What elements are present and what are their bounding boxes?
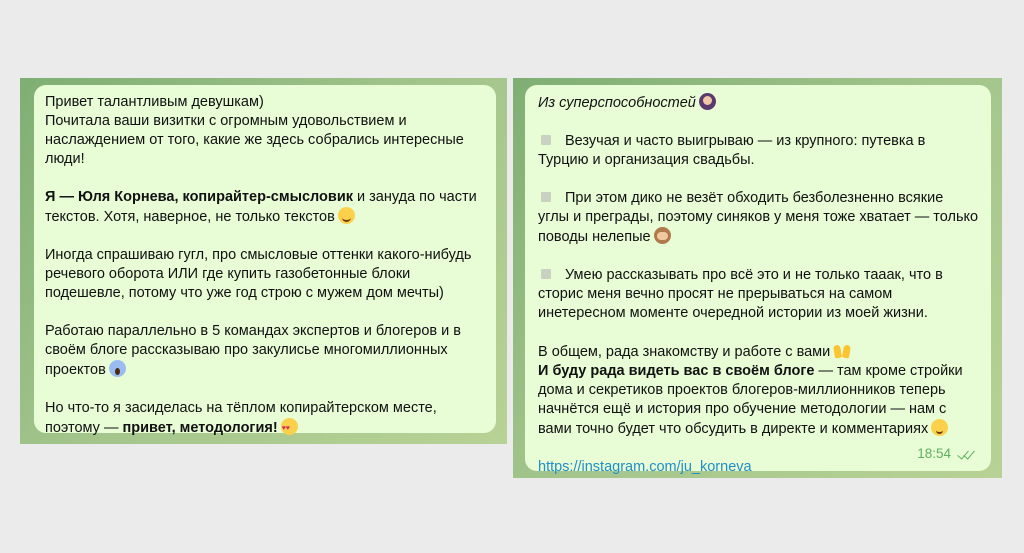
message-time: 18:54 <box>917 446 951 461</box>
list-item-lucky <box>538 132 979 170</box>
text-fragment: поэтому — <box>45 420 123 436</box>
text-line: Почитала ваши визитки с огромным удовольствием и <box>45 113 407 129</box>
text-fragment: — там кроме стройки <box>814 363 963 379</box>
message-meta <box>917 444 975 463</box>
paragraph-methodology <box>45 399 484 438</box>
text-line: вами точно будет что обсудить в директе и комментариях <box>538 421 929 437</box>
text-line: люди! <box>45 151 85 167</box>
italic-heading: Из суперспособностей <box>538 95 696 111</box>
text-line: дома и секретиков проектов блогеров-миллионников теперь <box>538 382 946 398</box>
text-line: сториc меня вечно просят не прерываться на самом <box>538 286 893 302</box>
text-line: Турцию и организация свадьбы. <box>538 152 755 168</box>
text-line: Умею рассказывать про всё это и не только тааак, что в <box>565 267 943 283</box>
list-item-stories <box>538 266 979 323</box>
text-line: текстов. Хотя, наверное, не только текстов <box>45 209 335 225</box>
chat-background-right <box>513 78 1002 478</box>
text-line: В общем, рада знакомству и работе с вами <box>538 344 831 360</box>
text-line: поводы нелепые <box>538 229 651 245</box>
text-line: Иногда спрашиваю гугл, про смысловые оттенки какого-нибудь <box>45 247 472 263</box>
paragraph-intro <box>45 188 484 227</box>
text-line: Привет талантливым девушкам) <box>45 94 264 110</box>
superhero-emoji-icon <box>699 93 716 110</box>
paragraph-closing <box>538 342 979 439</box>
smile-emoji-icon <box>338 207 355 224</box>
bullet-square-icon <box>541 135 551 145</box>
text-line: инетересном моменте очередной истории из моей жизни. <box>538 305 928 321</box>
text-line: Работаю параллельно в 5 командах экспертов и блогеров и в <box>45 323 461 339</box>
text-line: Везучая и часто выигрываю — из крупного: путевка в <box>565 133 926 149</box>
see-no-evil-monkey-emoji-icon <box>654 227 671 244</box>
bold-methodology: привет, методология! <box>122 420 278 436</box>
wink-emoji-icon <box>931 419 948 436</box>
heading-superpowers <box>538 93 979 113</box>
paragraph-work <box>45 322 484 380</box>
bullet-square-icon <box>541 192 551 202</box>
text-line: проектов <box>45 362 106 378</box>
scream-emoji-icon <box>109 360 126 377</box>
raised-hands-emoji-icon <box>833 342 852 359</box>
paragraph-greeting <box>45 93 484 169</box>
bold-name: Я — Юля Корнева, копирайтер-смысловик <box>45 189 353 205</box>
double-check-icon <box>957 448 975 460</box>
bold-blog-invite: И буду рада видеть вас в своём блоге <box>538 363 815 379</box>
text-line: Но что-то я засиделась на тёплом копирайтерском месте, <box>45 400 437 416</box>
chat-background-left <box>20 78 507 444</box>
text-line: наслаждением от того, какие же здесь собрались интересные <box>45 132 464 148</box>
instagram-link[interactable]: https://instagram.com/ju_korneva <box>538 459 752 475</box>
message-bubble-left[interactable] <box>34 85 496 436</box>
text-line: углы и преграды, поэтому синяков у меня тоже хватает — только <box>538 209 979 225</box>
heart-eyes-emoji-icon <box>281 418 298 435</box>
bullet-square-icon <box>541 269 551 279</box>
text-fragment: и зануда по части <box>352 189 477 205</box>
text-line: своём блоге рассказываю про закулисье многомиллионных <box>45 342 448 358</box>
link-row <box>538 458 979 477</box>
text-line: подешевле, потому что уже год строю с мужем дом мечты) <box>45 285 444 301</box>
message-bubble-right[interactable] <box>525 85 991 475</box>
text-line: При этом дико не везёт обходить безболезненно всякие <box>565 190 944 206</box>
paragraph-google <box>45 246 484 303</box>
text-line: начнётся ещё и история про обучение методологии — нам с <box>538 401 947 417</box>
list-item-unlucky <box>538 189 979 247</box>
text-line: речевого оборота ИЛИ где купить газобетонные блоки <box>45 266 411 282</box>
